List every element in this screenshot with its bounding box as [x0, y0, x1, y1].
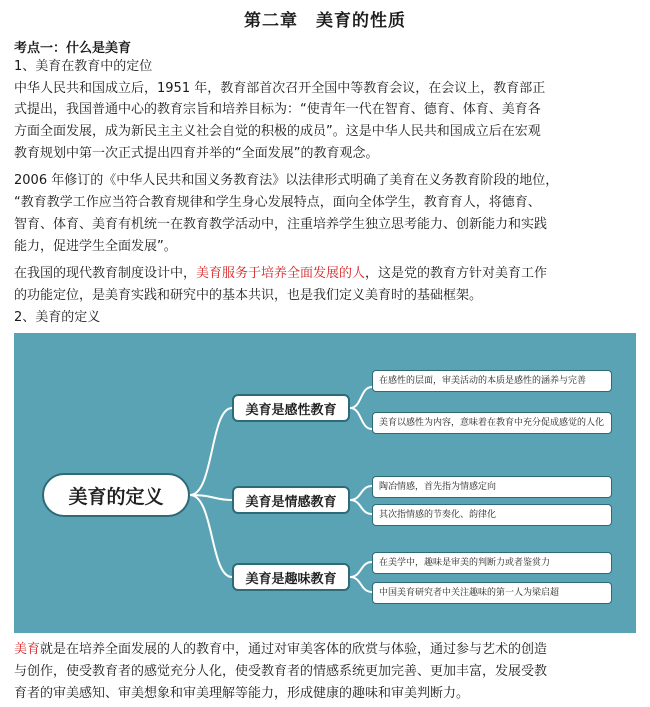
leaf-node: 美育以感性为内容，意味着在教育中充分促成感觉的人化: [372, 412, 612, 434]
paragraph-2-line: 智育、体育、美育有机统一在教育教学活动中，注重培养学生独立思考能力、创新能力和实践: [14, 217, 548, 232]
connector-branch1-leaf1: [350, 387, 372, 408]
mind-map: [14, 333, 636, 633]
leaf-node: 其次指情感的节奏化、韵律化: [372, 504, 612, 526]
paragraph-4-line: [14, 640, 547, 660]
paragraph-4-line: 育者的审美感知、审美想象和审美理解等能力，形成健康的趣味和审美判断力。: [14, 686, 470, 701]
section-heading-1: 1、美育在教育中的定位: [14, 59, 153, 74]
paragraph-1-line: 教育规划中第一次正式提出四育并举的“全面发展”的教育观念。: [14, 146, 379, 161]
connector-branch2-leaf2: [350, 500, 372, 514]
leaf-node: 在感性的层面，审美活动的本质是感性的涵养与完善: [372, 370, 612, 392]
p4-text: 就是在培养全面发展的人的教育中，通过对审美客体的欣赏与体验，通过参与艺术的创造: [40, 642, 548, 657]
branch-node-emotion: 美育是情感教育: [232, 486, 350, 514]
topic-heading: 考点一：什么是美育: [14, 41, 132, 56]
p3-text: 在我国的现代教育制度设计中，: [14, 266, 197, 281]
p4-highlight: 美育: [14, 642, 41, 657]
paragraph-2-line: 2006 年修订的《中华人民共和国义务教育法》以法律形式明确了美育在义务教育阶段的地位，: [14, 173, 559, 188]
root-node: 美育的定义: [42, 473, 190, 517]
branch-node-taste: 美育是趣味教育: [232, 563, 350, 591]
paragraph-1-line: 式提出，我国普通中心的教育宗旨和培养目标为：“使青年一代在智育、德育、体育、美育各: [14, 102, 541, 117]
connector-branch2-leaf1: [350, 486, 372, 500]
section-heading-2: 2、美育的定义: [14, 310, 101, 325]
connector-branch3-leaf1: [350, 562, 372, 577]
chapter-title: 第二章 美育的性质: [244, 11, 406, 31]
paragraph-4-line: 与创作，使受教育者的感觉充分人化，使受教育者的情感系统更加完善、更加丰富，发展受教: [14, 664, 548, 679]
connector-branch3-leaf2: [350, 577, 372, 592]
branch-node-sensory: 美育是感性教育: [232, 394, 350, 422]
paragraph-3-line: [14, 264, 547, 284]
p3-highlight: 美育服务于培养全面发展的人: [196, 266, 366, 281]
leaf-node: 陶冶情感，首先指为情感定向: [372, 476, 612, 498]
paragraph-2-line: “教育教学工作应当符合教育规律和学生身心发展特点，面向全体学生，教育育人，将德育、: [14, 195, 541, 210]
p3-text: ，这是党的教育方针对美育工作: [365, 266, 548, 281]
connector-root-branch3: [190, 495, 232, 577]
paragraph-1-line: 中华人民共和国成立后，1951 年，教育部首次召开全国中等教育会议，在会议上，教育部正: [14, 81, 546, 96]
leaf-node: 中国美育研究者中关注趣味的第一人为梁启超: [372, 582, 612, 604]
paragraph-1-line: 方面全面发展，成为新民主主义社会自觉的积极的成员”。这是中华人民共和国成立后在宏观: [14, 124, 541, 139]
connector-branch1-leaf2: [350, 408, 372, 429]
connector-root-branch1: [190, 408, 232, 495]
leaf-node: 在美学中，趣味是审美的判断力或者鉴赏力: [372, 552, 612, 574]
paragraph-2-line: 能力，促进学生全面发展”。: [14, 239, 177, 254]
paragraph-3-line: 的功能定位，是美育实践和研究中的基本共识，也是我们定义美育时的基础框架。: [14, 288, 483, 303]
